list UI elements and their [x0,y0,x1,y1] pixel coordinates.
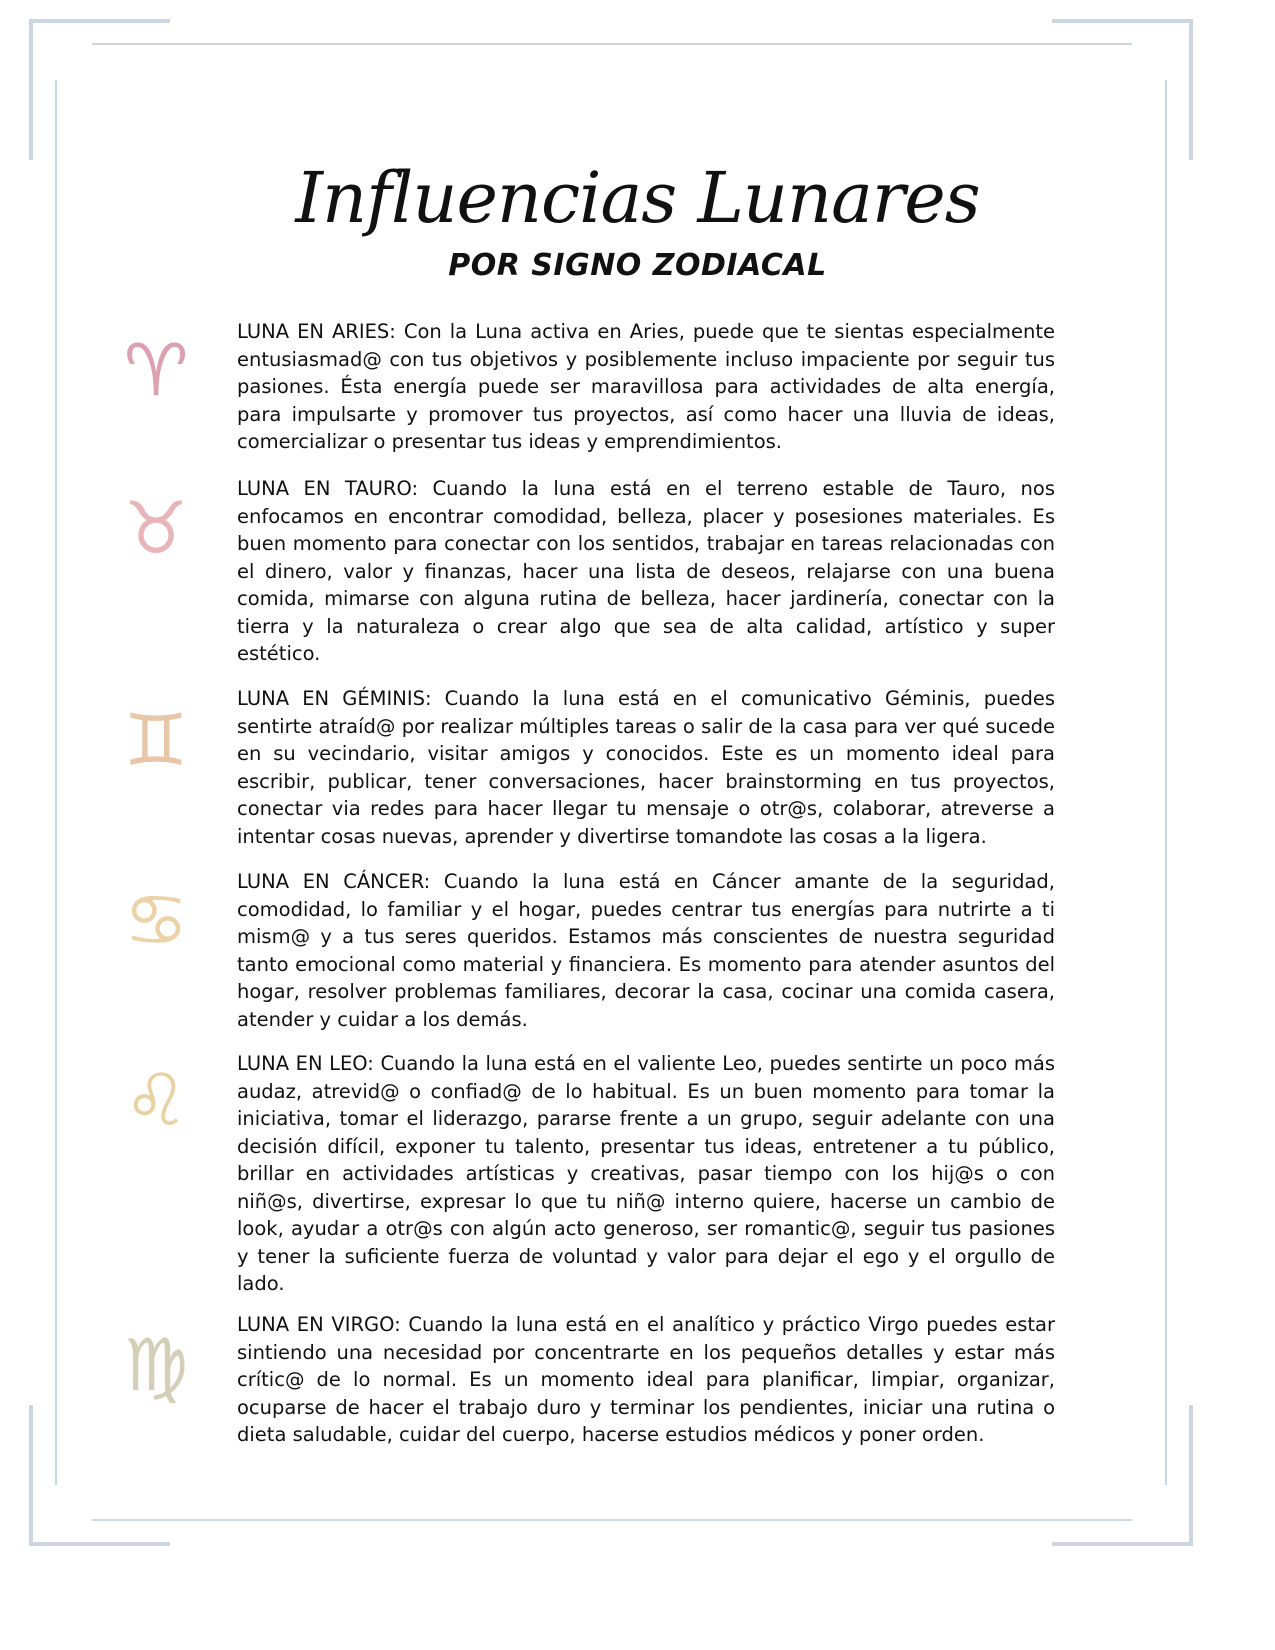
frame-corner-bottom-right-v [1189,1405,1193,1546]
frame-corner-bottom-left-h [29,1542,170,1546]
section-geminis [237,685,1055,850]
section-text: LUNA EN GÉMINIS: Cuando la luna está en el comunicativo Géminis, puedes sentirte atraíd@ por realizar múltiples tareas o salir de la casa para ver qué sucede en su vecindario, visitar amigos y conocidos. Este es un momento ideal para escribir, publicar, tener conversaciones, hacer brainstorming en tus proyectos, conectar via redes para hacer llegar tu mensaje o otr@s, colaborar, atreverse a intentar cosas nuevas, aprender y divertirse tomandote las cosas a la ligera. [237,687,1055,848]
frame-corner-bottom-right-h [1052,1542,1193,1546]
leo-icon: ♌ [123,1058,189,1142]
section-aries [237,318,1055,456]
frame-corner-top-left-v [29,19,33,160]
frame-corner-top-right-h [1052,19,1193,23]
section-text: LUNA EN CÁNCER: Cuando la luna está en Cáncer amante de la seguridad, comodidad, lo familiar y el hogar, puedes centrar tus energías para nutrirte a ti mism@ y a tus seres queridos. Estamos más conscientes de nuestra seguridad tanto emocional como material y financiera. Es momento para atender asuntos del hogar, resolver problemas familiares, decorar la casa, cocinar una comida casera, atender y cuidar a los demás. [237,870,1055,1031]
aries-icon: ♈ [123,328,189,412]
section-tauro [237,475,1055,668]
page-title: Influencias Lunares [295,157,980,239]
gemini-icon: ♊ [123,698,189,782]
page-subtitle: POR SIGNO ZODIACAL [448,248,827,283]
virgo-icon: ♍ [123,1323,189,1407]
frame-corner-top-left-h [29,19,170,23]
section-virgo [237,1311,1055,1449]
frame-corner-bottom-left-v [29,1405,33,1546]
frame-inner-left [55,80,57,1485]
cancer-icon: ♋ [123,878,189,962]
frame-inner-bottom [92,1519,1132,1521]
frame-inner-top [92,43,1132,45]
frame-corner-top-right-v [1189,19,1193,160]
taurus-icon: ♉ [123,486,189,570]
section-text: LUNA EN TAURO: Cuando la luna está en el terreno estable de Tauro, nos enfocamos en encontrar comodidad, belleza, placer y posesiones materiales. Es buen momento para conectar con los sentidos, trabajar en tareas relacionadas con el dinero, valor y finanzas, hacer una lista de deseos, relajarse con una buena comida, mimarse con alguna rutina de belleza, hacer jardinería, conectar con la tierra y la naturaleza o crear algo que sea de alta calidad, artístico y super estético. [237,477,1055,665]
section-text: LUNA EN ARIES: Con la Luna activa en Aries, puede que te sientas especialmente entusiasmad@ con tus objetivos y posiblemente incluso impaciente por seguir tus pasiones. Ésta energía puede ser maravillosa para actividades de alta energía, para impulsarte y promover tus proyectos, así como hacer una lluvia de ideas, comercializar o presentar tus ideas y emprendimientos. [237,320,1055,453]
section-leo [237,1050,1055,1298]
section-cancer [237,868,1055,1033]
section-text: LUNA EN VIRGO: Cuando la luna está en el analítico y práctico Virgo puedes estar sintiendo una necesidad por concentrarte en los pequeños detalles y estar más crític@ de lo normal. Es un momento ideal para planificar, limpiar, organizar, ocuparse de hacer el trabajo duro y terminar los pendientes, iniciar una rutina o dieta saludable, cuidar del cuerpo, hacerse estudios médicos y poner orden. [237,1313,1055,1446]
frame-inner-right [1165,80,1167,1485]
section-text: LUNA EN LEO: Cuando la luna está en el valiente Leo, puedes sentirte un poco más audaz, atrevid@ o confiad@ de lo habitual. Es un buen momento para tomar la iniciativa, tomar el liderazgo, pararse frente a un grupo, seguir adelante con una decisión difícil, exponer tu talento, presentar tus ideas, entretener a tu público, brillar en actividades artísticas y creativas, pasar tiempo con los hij@s o con niñ@s, divertirse, expresar lo que tu niñ@ interno quiere, hacerse un cambio de look, ayudar a otr@s con algún acto generoso, ser romantic@, seguir tus pasiones y tener la suficiente fuerza de voluntad y valor para dejar el ego y el orgullo de lado. [237,1052,1055,1295]
